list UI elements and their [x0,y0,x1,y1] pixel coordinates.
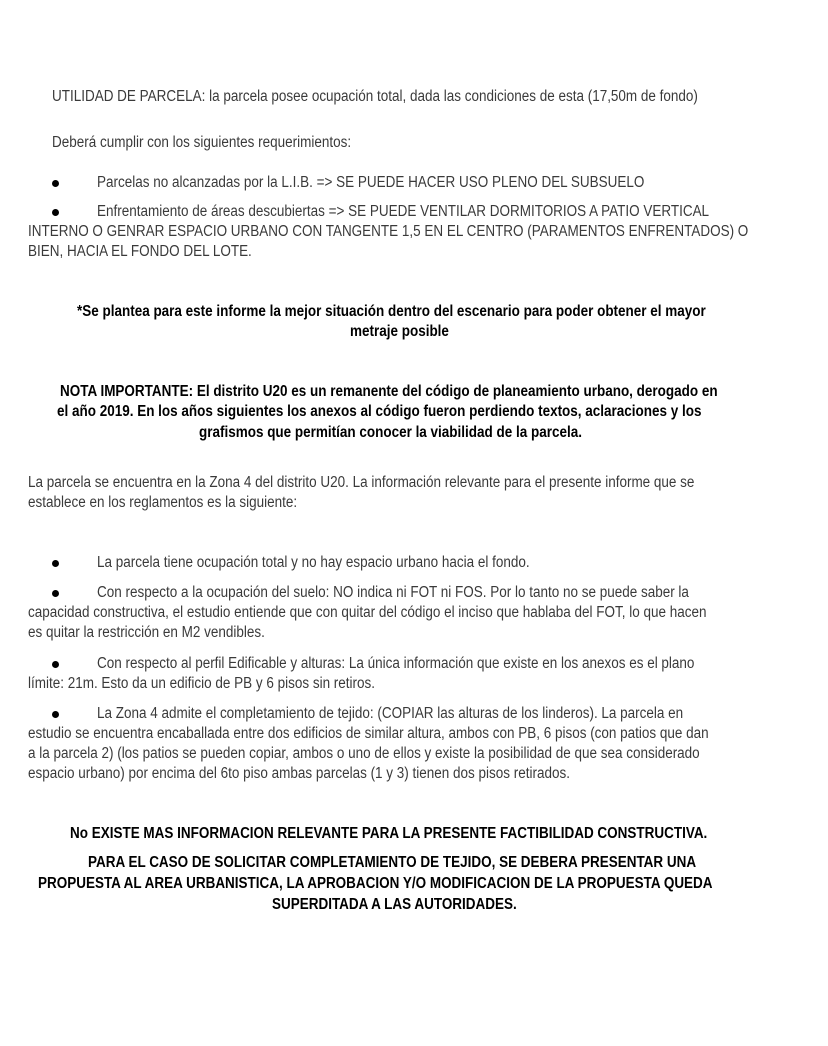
important-note-line-1: NOTA IMPORTANTE: El distrito U20 es un remanente del código de planeamiento urbano, derogado en [60,383,718,400]
requirement-item-2-line-2: INTERNO O GENRAR ESPACIO URBANO CON TANGENTE 1,5 EN EL CENTRO (PARAMENTOS ENFRENTADOS) O [28,223,749,240]
bullet-icon [52,711,59,718]
bullet-icon [52,209,59,216]
important-note-line-2: el año 2019. En los años siguientes los anexos al código fueron perdiendo textos, aclaraciones y los [57,403,702,420]
zona-item-4-line-4: espacio urbano) por encima del 6to piso ambas parcelas (1 y 3) tienen dos pisos retirados. [28,765,570,782]
zona-item-2-line-1: Con respecto a la ocupación del suelo: NO indica ni FOT ni FOS. Por lo tanto no se puede saber la [97,584,689,601]
zona-intro-line-2: establece en los reglamentos es la siguiente: [28,494,298,511]
requirement-item-2-line-3: BIEN, HACIA EL FONDO DEL LOTE. [28,243,252,260]
zona-item-2-line-3: es quitar la restricción en M2 vendibles. [28,624,265,641]
completamiento-note-line-1: PARA EL CASO DE SOLICITAR COMPLETAMIENTO DE TEJIDO, SE DEBERA PRESENTAR UNA [88,854,697,871]
bullet-icon [52,661,59,668]
completamiento-note-line-2: PROPUESTA AL AREA URBANISTICA, LA APROBACION Y/O MODIFICACION DE LA PROPUESTA QUEDA [38,875,713,892]
bullet-icon [52,590,59,597]
requirements-intro: Deberá cumplir con los siguientes requerimientos: [52,134,352,151]
zona-item-3-line-2: límite: 21m. Esto da un edificio de PB y 6 pisos sin retiros. [28,675,376,692]
zona-item-2-line-2: capacidad constructiva, el estudio entiende que con quitar del código el inciso que hablaba del FOT, lo que hacen [28,604,707,621]
requirement-item-1: Parcelas no alcanzadas por la L.I.B. => SE PUEDE HACER USO PLENO DEL SUBSUELO [97,174,645,191]
zona-item-4-line-2: estudio se encuentra encaballada entre dos edificios de similar altura, ambos con PB, 6 pisos (con patios que dan [28,725,709,742]
zona-intro-line-1: La parcela se encuentra en la Zona 4 del distrito U20. La información relevante para el presente informe que se [28,474,695,491]
important-note-line-3: grafismos que permitían conocer la viabilidad de la parcela. [199,424,582,441]
no-info-note: No EXISTE MAS INFORMACION RELEVANTE PARA LA PRESENTE FACTIBILIDAD CONSTRUCTIVA. [70,825,708,842]
zona-item-1: La parcela tiene ocupación total y no hay espacio urbano hacia el fondo. [97,554,530,571]
scenario-note-line-2: metraje posible [350,323,449,340]
scenario-note-line-1: *Se plantea para este informe la mejor situación dentro del escenario para poder obtener el mayor [77,303,706,320]
zona-item-3-line-1: Con respecto al perfil Edificable y alturas: La única información que existe en los anexos es el plano [97,655,695,672]
bullet-icon [52,560,59,567]
utilidad-line: UTILIDAD DE PARCELA: la parcela posee ocupación total, dada las condiciones de esta (17,50m de fondo) [52,88,698,105]
zona-item-4-line-1: La Zona 4 admite el completamiento de tejido: (COPIAR las alturas de los linderos). La parcela en [97,705,684,722]
completamiento-note-line-3: SUPERDITADA A LAS AUTORIDADES. [272,896,517,913]
zona-item-4-line-3: a la parcela 2) (los patios se pueden copiar, ambos o uno de ellos y existe la posibilidad de que sea considerado [28,745,700,762]
bullet-icon [52,180,59,187]
requirement-item-2-line-1: Enfrentamiento de áreas descubiertas => SE PUEDE VENTILAR DORMITORIOS A PATIO VERTICAL [97,203,710,220]
